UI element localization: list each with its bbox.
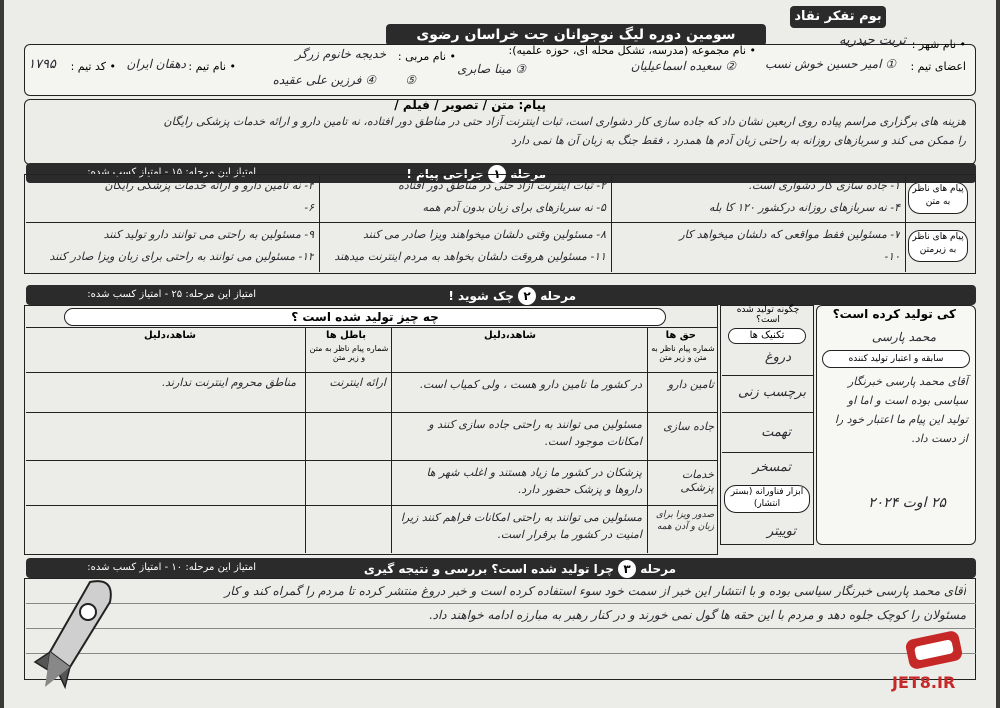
- s1-item-10: ۱۰-: [884, 250, 900, 263]
- stage1-score: امتیاز این مرحله: ۱۵ - امتیاز کسب شده:: [87, 167, 256, 178]
- page-title: سومین دوره لیگ نوجوانان جت خراسان رضوی: [386, 24, 766, 46]
- city-label: • نام شهر :: [911, 38, 966, 51]
- who-title: کی تولید کرده است؟: [832, 307, 956, 321]
- stage1-subtext-messages-tag: پیام های ناظر به زیرمتن: [908, 230, 968, 262]
- s1-item-11: ۱۱- مسئولین هروقت دلشان بخواهد به مردم اینترنت میدهند: [334, 250, 606, 263]
- tools-label: ابزار فناورانه (بستر انتشار): [724, 485, 810, 513]
- member-3: ③ مینا صابری: [457, 62, 526, 76]
- watermark-text: JET8.IR: [892, 673, 956, 692]
- technique-3: تهمت: [761, 425, 791, 440]
- code-label: • کد تیم :: [70, 60, 116, 73]
- stage3-score: امتیاز این مرحله: ۱۰ - امتیاز کسب شده:: [87, 562, 256, 573]
- stage1-title: جراحی پیام !: [406, 167, 484, 181]
- who-value: محمد پارسی: [871, 330, 936, 344]
- evidence-label: شاهد،دلیل: [484, 330, 536, 341]
- stage3-number: ۳: [618, 560, 636, 578]
- s1-item-9: ۹- مسئولین به راحتی می توانند دارو تولید کنند: [103, 228, 314, 241]
- haq-evidence-3: پزشکان در کشور ما زیاد هستند و اغلب شهر ها داروها و پزشک حضور دارد.: [426, 466, 642, 496]
- technique-1: دروغ: [764, 350, 791, 365]
- conclusion-line-1: آقای محمد پارسی خبرنگار سیاسی بوده و با انتشار این خبر از سمت خود سوء استفاده کرده است و خبر دروغ منتشر کرده تا مردم را گمراه کند و کار: [224, 584, 966, 598]
- techniques-label: تکنیک ها: [728, 328, 806, 344]
- what-title: چه چیز تولید شده است ؟: [64, 308, 666, 326]
- code-value: ۱۷۹۵: [28, 57, 56, 72]
- stage3-label-text: مرحله: [640, 562, 676, 576]
- evidence2-label: شاهد،دلیل: [144, 330, 196, 341]
- s1-item-7: ۷- مسئولین فقط مواقعی که دلشان میخواهد کار: [679, 228, 900, 241]
- batil-label: باطل ها: [325, 330, 366, 341]
- message-heading: پیام: متن / تصویر / فیلم /: [394, 98, 546, 112]
- background-label: سابقه و اعتبار تولید کننده: [822, 350, 970, 368]
- technique-2: برچسب زنی: [737, 385, 806, 400]
- technique-4: تمسخر: [752, 460, 791, 475]
- watermark-logo: [884, 625, 984, 695]
- haq-sub: شماره پیام ناظر به متن و زیر متن: [651, 344, 715, 362]
- stage3-title: چرا تولید شده است؟ بررسی و نتیجه گیری: [363, 562, 614, 576]
- member-4: ④ فرزین علی عقیده: [272, 73, 376, 87]
- s1-item-1: ۱- جاده سازی کار دشواری است.: [748, 179, 900, 192]
- s1-item-6: ۶-: [304, 201, 314, 214]
- coach-value: خدیجه خانوم زرگر: [295, 47, 386, 61]
- brand-tag: بوم تفکر نقاد: [790, 6, 886, 28]
- s1-item-4: ۴- نه سربازهای روزانه درکشور ۱۲۰ کا بله: [709, 201, 900, 214]
- team-label: • نام تیم :: [188, 60, 236, 73]
- member-5: ⑤: [405, 73, 416, 87]
- haq-evidence-4: مسئولین می توانند به راحتی امکانات فراهم کنند زیرا امنیت در کشور ما برقرار است.: [400, 511, 642, 541]
- watermark-graphic: [899, 625, 969, 675]
- haq-item-1: تامین دارو: [667, 378, 714, 391]
- member-2: ② سعیده اسماعیلیان: [630, 59, 736, 73]
- worksheet-page: [4, 0, 996, 708]
- background-value: آقای محمد پارسی خبرنگار سیاسی بوده است و اما او تولید این پیام ما اعتبار خود را از دست داد.: [834, 375, 968, 445]
- how-label: چگونه تولید شده است؟: [736, 305, 800, 325]
- batil-evidence-1: مناطق محروم اینترنت ندارند.: [161, 376, 296, 389]
- stage2-score: امتیاز این مرحله: ۲۵ - امتیاز کسب شده:: [87, 289, 256, 300]
- city-value: تربت حیدریه: [839, 33, 906, 48]
- stage2-label-text: مرحله: [540, 289, 576, 303]
- stage2-title: چک شوید !: [448, 289, 514, 303]
- haq-item-4: صدور ویزا برای زبان و آدن همه: [655, 510, 714, 532]
- haq-evidence-2: مسئولین می توانند به راحتی جاده سازی کنند و امکانات موجود است.: [428, 418, 642, 448]
- s1-item-12: ۱۲- مسئولین می توانند به راحتی برای زبان ویزا صادر کنند: [49, 250, 314, 263]
- stage2-label: [448, 287, 576, 305]
- haq-item-3: خدمات پزشکی: [680, 468, 714, 494]
- haq-label: حق ها: [665, 330, 696, 341]
- message-line-1: هزینه های برگزاری مراسم پیاده روی اربعین نشان داد که جاده سازی کار دشواری است، ثبات اینترنت آزاد حتی در مناطق دور افتاده، نه تامین دارو و ارائه خدمات پزشکی رایگان: [163, 115, 966, 128]
- stage2-number: ۲: [518, 287, 536, 305]
- batil-item-1: ارائه اینترنت: [329, 376, 386, 389]
- publish-date: ۲۵ اوت ۲۰۲۴: [868, 495, 946, 511]
- team-value: دهقان ایران: [126, 57, 186, 71]
- haq-evidence-1: در کشور ما تامین دارو هست ، ولی کمیاب است.: [419, 378, 642, 391]
- stage1-text-messages-tag: پیام های ناظر به متن: [908, 182, 968, 214]
- stage1-label-text: مرحله: [510, 167, 546, 181]
- coach-label: • نام مربی :: [397, 50, 456, 63]
- s1-item-8: ۸- مسئولین وقتی دلشان میخواهند ویزا صادر می کنند: [363, 228, 606, 241]
- stage3-label: [364, 560, 676, 578]
- conclusion-line-2: مسئولان را کوچک جلوه دهد و مردم با این حقه ها گول نمی خورند و در کنار رهبر به مبارزه ادامه خواهند داد.: [428, 608, 966, 622]
- member-1: ① امیر حسین خوش نسب: [765, 57, 896, 71]
- s1-item-3: ۳- نه تامین دارو و ارائه خدمات پزشکی رایگان: [104, 179, 314, 192]
- org-label: • نام مجموعه (مدرسه، تشکل محله ای، حوزه علمیه):: [508, 44, 756, 57]
- message-line-2: را ممکن می کند و سربازهای روزانه به راحتی زبان آدم ها همدرد ، فقط جنگ به زبان آن ها نمی دارد: [511, 134, 966, 147]
- s1-item-2: ۲- ثبات اینترنت آزاد حتی در مناطق دور افتاده: [398, 179, 606, 192]
- batil-sub: شماره پیام ناظر به متن و زیر متن: [309, 344, 389, 362]
- stage1-number: ۱: [488, 165, 506, 183]
- members-label: اعضای تیم :: [910, 60, 966, 73]
- tool-value: توییتر: [767, 524, 796, 539]
- s1-item-5: ۵- نه سربازهای برای زبان بدون آدم همه: [422, 201, 606, 214]
- rocket-icon: [20, 572, 120, 702]
- haq-item-2: جاده سازی: [663, 420, 714, 433]
